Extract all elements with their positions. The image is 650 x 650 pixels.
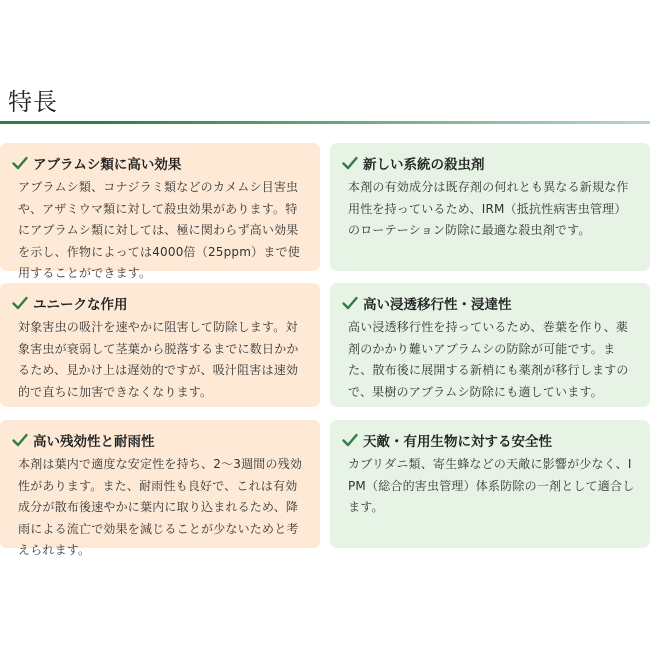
check-icon xyxy=(342,296,358,310)
card-body: カブリダニ類、寄生蜂などの天敵に影響が少なく、IPM（総合的害虫管理）体系防除の一剤として適合します。 xyxy=(348,457,635,514)
feature-card-new-class xyxy=(330,143,650,271)
check-icon xyxy=(12,296,28,310)
card-heading xyxy=(12,153,308,173)
feature-card-aphid-effect xyxy=(0,143,320,280)
card-title: アブラムシ類に高い効果 xyxy=(33,157,182,173)
check-icon xyxy=(342,156,358,170)
check-icon xyxy=(342,433,358,447)
feature-card-unique-action xyxy=(0,283,320,407)
card-title: 天敵・有用生物に対する安全性 xyxy=(363,434,552,450)
card-title: ユニークな作用 xyxy=(33,297,128,313)
section-title: 特長 xyxy=(8,88,58,116)
card-title: 新しい系統の殺虫剤 xyxy=(363,157,485,173)
card-body: 対象害虫の吸汁を速やかに阻害して防除します。対象害虫が衰弱して茎葉から脱落するまでに数日かかるため、見かけ上は遅効的ですが、吸汁阻害は速効的で直ちに加害できなくなります。 xyxy=(18,320,299,399)
card-heading xyxy=(342,430,638,450)
card-title: 高い浸透移行性・浸達性 xyxy=(363,297,512,313)
card-body: 本剤は葉内で適度な安定性を持ち、2〜3週間の残効性があります。また、耐雨性も良好で、これは有効成分が散布後速やかに葉内に取り込まれるため、降雨による流亡で効果を減じることが少ないためと考えられます。 xyxy=(18,457,303,557)
card-body: アブラムシ類、コナジラミ類などのカメムシ目害虫や、アザミウマ類に対して殺虫効果があります。特にアブラムシ類に対しては、極に関わらず高い効果を示し、作物によっては4000倍（25ppm）まで使用することができます。 xyxy=(18,180,300,280)
card-body: 本剤の有効成分は既存剤の何れとも異なる新規な作用性を持っているため、IRM（抵抗性病害虫管理）のローテーション防除に最適な殺虫剤です。 xyxy=(348,180,629,237)
card-body: 高い浸透移行性を持っているため、巻葉を作り、薬剤のかかり難いアブラムシの防除が可能です。また、散布後に展開する新梢にも薬剤が移行しますので、果樹のアブラムシ防除にも適しています。 xyxy=(348,320,629,399)
card-heading xyxy=(342,293,638,313)
check-icon xyxy=(12,156,28,170)
card-heading xyxy=(12,430,308,450)
card-title: 高い残効性と耐雨性 xyxy=(33,434,155,450)
title-underline xyxy=(0,121,650,124)
feature-card-residual-rainfast xyxy=(0,420,320,557)
card-heading xyxy=(12,293,308,313)
feature-card-systemic xyxy=(330,283,650,407)
card-heading xyxy=(342,153,638,173)
feature-card-beneficial-safety xyxy=(330,420,650,548)
check-icon xyxy=(12,433,28,447)
